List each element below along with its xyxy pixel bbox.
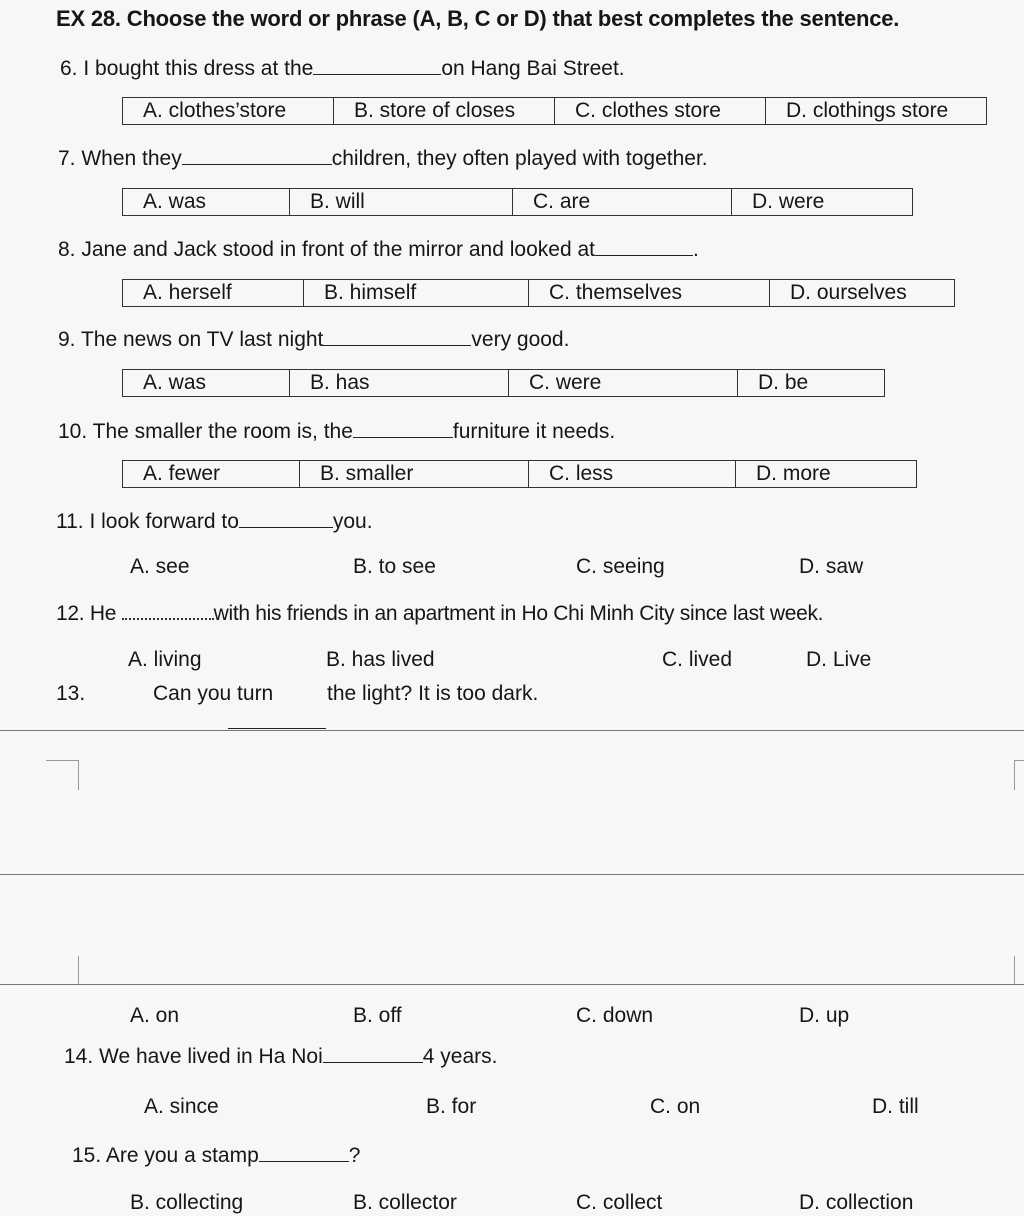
question-15-option-a[interactable]: B. collecting [130,1191,244,1214]
question-7-text-after: children, they often played with together. [331,147,708,170]
question-8-options [122,279,955,307]
question-14-text-after: 4 years. [422,1045,498,1068]
option-c[interactable]: C. less [529,461,736,488]
question-9-options [122,369,885,397]
option-d[interactable]: D. clothings store [766,98,987,125]
question-6-blank[interactable] [313,56,441,75]
question-13-blank[interactable] [228,728,326,729]
question-14-text-before: 14. We have lived in Ha Noi [64,1045,323,1068]
question-12-text-before: 12. He [56,602,117,625]
question-6-options [122,97,987,125]
question-9 [58,327,569,352]
question-6-text-after: on Hang Bai Street. [441,57,625,80]
question-8-text-after: . [692,238,699,261]
question-11-option-b[interactable]: B. to see [353,555,436,578]
question-10-options [122,460,917,488]
option-b[interactable]: B. store of closes [334,98,555,125]
question-9-text-after: very good. [471,328,570,351]
question-13-text-part2: the light? It is too dark. [327,682,539,705]
option-d[interactable]: D. were [732,189,913,216]
option-b[interactable]: B. will [290,189,513,216]
option-a[interactable]: A. was [123,370,290,397]
question-15-text-after: ? [348,1144,361,1167]
question-10-text-after: furniture it needs. [452,420,616,443]
question-15-option-b[interactable]: B. collector [353,1191,457,1214]
option-a[interactable]: A. herself [123,280,304,307]
question-13-option-a[interactable]: A. on [130,1004,180,1027]
question-8 [58,237,699,262]
option-d[interactable]: D. ourselves [770,280,955,307]
corner-mark-right-vertical [1014,760,1015,790]
option-a[interactable]: A. clothes’store [123,98,334,125]
question-7-blank[interactable] [182,146,332,165]
question-11-option-c[interactable]: C. seeing [576,555,665,578]
option-b[interactable]: B. has [290,370,509,397]
option-d[interactable]: D. more [736,461,917,488]
question-13-option-c[interactable]: C. down [576,1004,654,1027]
question-13-number: 13. [56,682,86,705]
question-15-blank[interactable] [259,1143,349,1162]
question-11-option-d[interactable]: D. saw [799,555,864,578]
question-7 [58,146,708,171]
question-15 [72,1143,360,1168]
question-10-blank[interactable] [353,419,453,438]
corner-mark-right-top [1014,760,1024,761]
question-14-blank[interactable] [323,1044,423,1063]
question-14-option-c[interactable]: C. on [650,1095,701,1118]
question-15-text-before: 15. Are you a stamp [72,1144,259,1167]
option-b[interactable]: B. smaller [300,461,529,488]
option-a[interactable]: A. fewer [123,461,300,488]
question-7-options [122,188,913,216]
question-7-text-before: 7. When they [58,147,182,170]
option-c[interactable]: C. clothes store [555,98,766,125]
question-12-option-b[interactable]: B. has lived [326,648,435,671]
question-15-option-d[interactable]: D. collection [799,1191,914,1214]
corner-mark-left-vertical [78,760,79,790]
question-10 [58,419,615,444]
question-8-text-before: 8. Jane and Jack stood in front of the mirror and looked at [58,238,595,261]
question-11-text-after: you. [332,510,373,533]
question-13-option-d[interactable]: D. up [799,1004,850,1027]
question-12-option-d[interactable]: D. Live [806,648,872,671]
question-12-option-a[interactable]: A. living [128,648,202,671]
question-11-blank[interactable] [239,509,333,528]
question-13-text-part1: Can you turn [153,682,274,705]
page-divider-line [0,984,1024,985]
option-c[interactable]: C. are [513,189,732,216]
option-c[interactable]: C. were [509,370,738,397]
option-d[interactable]: D. be [738,370,885,397]
question-11-option-a[interactable]: A. see [130,555,190,578]
question-12-blank[interactable] [122,602,214,620]
page-divider-line [0,730,1024,731]
question-9-text-before: 9. The news on TV last night [58,328,324,351]
question-10-text-before: 10. The smaller the room is, the [58,420,353,443]
question-11 [56,509,373,534]
question-14 [64,1044,497,1069]
page-divider-line [0,874,1024,875]
corner-mark-right-bottom [1014,956,1015,984]
corner-mark-left-top [46,760,78,761]
question-6 [60,56,625,81]
question-6-text-before: 6. I bought this dress at the [60,57,314,80]
exercise-title: EX 28. Choose the word or phrase (A, B, C or D) that best completes the sentence. [56,6,900,31]
option-c[interactable]: C. themselves [529,280,770,307]
question-12-text-after: with his friends in an apartment in Ho Chi Minh City since last week. [213,602,824,625]
option-a[interactable]: A. was [123,189,290,216]
question-12 [56,602,823,626]
question-12-option-c[interactable]: C. lived [662,648,733,671]
corner-mark-left-bottom [78,956,79,984]
option-b[interactable]: B. himself [304,280,529,307]
question-14-option-d[interactable]: D. till [872,1095,919,1118]
question-9-blank[interactable] [323,327,471,346]
question-15-option-c[interactable]: C. collect [576,1191,663,1214]
question-11-text-before: 11. I look forward to [56,510,239,533]
question-14-option-a[interactable]: A. since [144,1095,219,1118]
question-14-option-b[interactable]: B. for [426,1095,477,1118]
question-8-blank[interactable] [595,237,693,256]
question-13-option-b[interactable]: B. off [353,1004,402,1027]
